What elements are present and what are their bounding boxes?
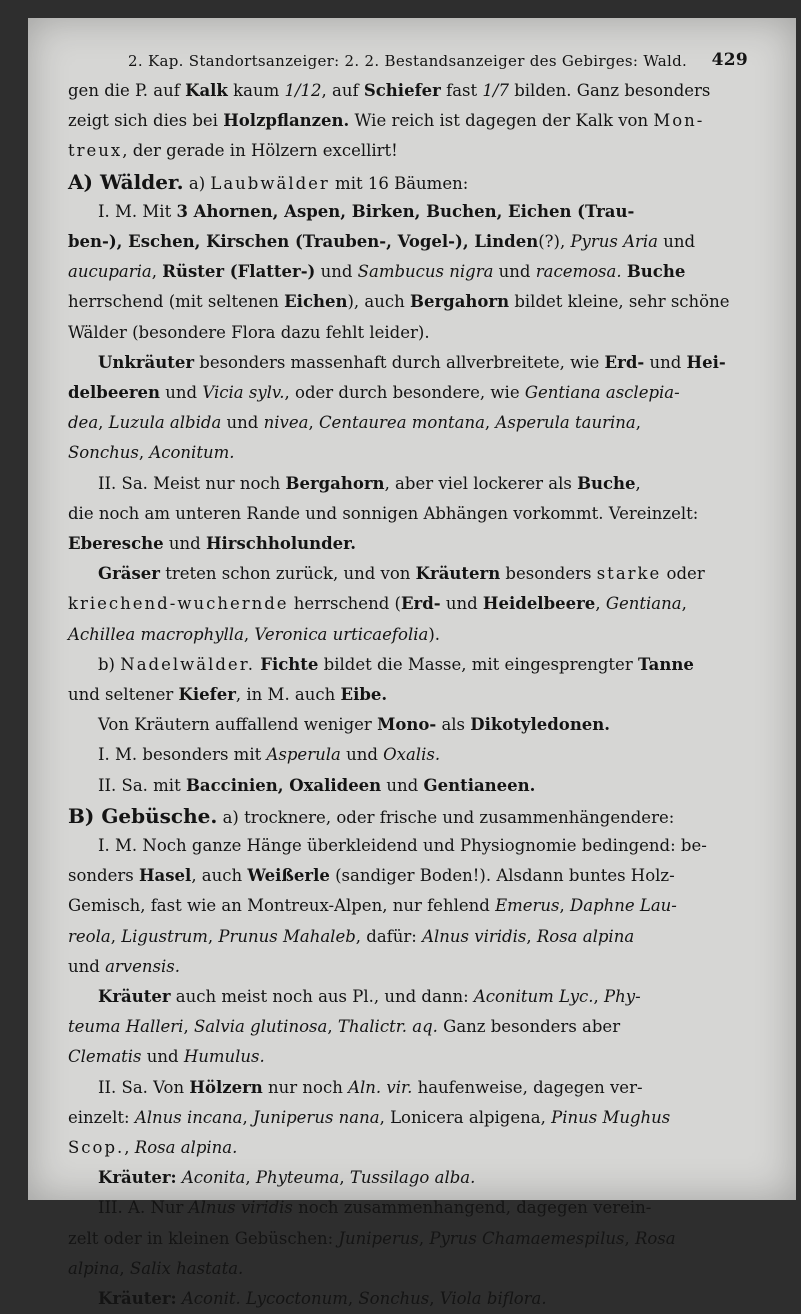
text-run: Hei- (686, 352, 726, 372)
text-run: dea (68, 413, 99, 433)
text-run: Vicia sylv. (202, 383, 285, 402)
text-line (68, 287, 730, 317)
text-run: und (440, 594, 483, 614)
text-line (68, 1133, 716, 1163)
text-line (68, 1103, 716, 1133)
text-run: delbeeren (68, 383, 161, 402)
text-line (68, 1042, 716, 1072)
text-line (68, 408, 716, 438)
text-run: Wälder (besondere Flora dazu fehlt leider). (68, 322, 430, 342)
text-run: II. Sa. mit (98, 775, 186, 795)
text-run: 1/7 (482, 81, 509, 100)
text-line (68, 1224, 716, 1254)
text-run: Pyrus Aria (570, 232, 659, 251)
text-run: Sonchus (358, 1289, 430, 1308)
text-run: Kräuter: (98, 1168, 177, 1188)
text-run: Achillea macrophylla (68, 624, 244, 644)
text-run: herrschend ( (288, 594, 401, 614)
text-run: , (119, 1258, 130, 1278)
text-run: teuma Halleri (68, 1017, 184, 1037)
text-line (68, 559, 716, 589)
text-run: Von Kräutern auffallend weniger (98, 715, 378, 735)
text-run: und (68, 956, 106, 976)
text-run: Fichte (260, 654, 319, 674)
text-run: , Lonicera alpigena, (379, 1107, 552, 1127)
text-run: arvensis. (105, 956, 180, 976)
text-run: und (163, 534, 206, 553)
page-header (128, 48, 748, 74)
text-run: Kalk (185, 81, 228, 100)
text-run: , (183, 1017, 194, 1037)
text-run: und (644, 352, 687, 372)
text-run: Aconitum Lyc. (473, 987, 594, 1006)
text-run: Alnus incana (134, 1107, 243, 1127)
text-run: Laubwälder (210, 173, 330, 193)
text-run: Tussilago alba. (349, 1168, 476, 1188)
text-run: Juniperus (338, 1228, 419, 1248)
text-run: ben-), Eschen, Kirschen (Trauben-, Vogel-), Linden (68, 232, 539, 251)
text-run: reola (68, 926, 111, 946)
text-run: , (429, 1289, 440, 1308)
text-line (68, 680, 716, 710)
text-run: oder (661, 564, 705, 584)
text-run: Buche (577, 473, 636, 493)
text-run: Weißerle (247, 866, 330, 886)
text-run: III. A. Nur (98, 1198, 189, 1218)
text-run: Juniperus nana (252, 1107, 380, 1127)
text-line (68, 378, 716, 408)
text-run: Eibe. (340, 685, 388, 704)
text-line (68, 348, 726, 378)
text-run: Bergahorn (285, 473, 385, 493)
text-run: , (138, 443, 150, 463)
text-line (68, 529, 716, 559)
text-run: Humulus. (183, 1047, 265, 1067)
text-run: , (559, 896, 570, 916)
text-run: I. M. Mit (98, 201, 177, 221)
book-page (28, 18, 796, 1308)
text-run: , oder durch besondere, wie (284, 383, 525, 402)
text-line (68, 227, 716, 257)
text-run: Nadelwälder. (120, 654, 256, 674)
text-run: Salix hastata. (129, 1258, 244, 1278)
text-line (68, 257, 716, 287)
text-run: Wie reich ist dagegen der Kalk von (349, 111, 654, 131)
text-line (68, 499, 716, 529)
text-run: , auch (191, 866, 248, 886)
text-run: Sambucus nigra (357, 262, 494, 282)
text-run: Ganz besonders aber (437, 1017, 621, 1037)
text-run: noch zusammenhangend, dagegen verein- (292, 1198, 652, 1218)
text-run: , (245, 1168, 256, 1188)
text-run: Kräutern (415, 564, 501, 584)
text-line (68, 318, 716, 348)
text-run: Ligustrum (121, 926, 208, 946)
text-run: Viola biflora. (439, 1289, 547, 1308)
text-line (68, 197, 716, 227)
text-run: Pyrus Chamaemespilus (429, 1228, 625, 1248)
text-run: , (124, 1138, 135, 1157)
text-run: Kräuter (98, 987, 171, 1006)
text-run: Dikotyledonen. (470, 715, 611, 735)
text-line (68, 1012, 716, 1042)
text-run: einzelt: (68, 1107, 135, 1127)
text-run: Daphne Lau- (570, 896, 677, 916)
text-line (68, 76, 716, 106)
text-run: Aconita (181, 1168, 246, 1188)
text-run: I. M. besonders mit (98, 745, 267, 765)
text-run: und (381, 775, 424, 795)
text-run: Gemisch, fast wie an Montreux-Alpen, nur fehlend (68, 896, 496, 916)
text-run: Aln. vir. (348, 1077, 413, 1097)
text-line (68, 136, 716, 166)
text-run: haufenweise, dagegen ver- (412, 1077, 643, 1097)
text-run: a) trocknere, oder frische und zusammenhängendere: (217, 807, 675, 827)
text-run: Phyteuma (255, 1168, 340, 1188)
text-run: und (141, 1047, 184, 1067)
text-run: Gentianeen. (423, 775, 536, 795)
text-run: A) Wälder. (68, 169, 184, 194)
text-run: Hirschholunder. (205, 534, 357, 553)
text-run: Erd- (400, 594, 441, 614)
text-run: die noch am unteren Rande und sonnigen Abhängen vorkommt. Vereinzelt: (68, 503, 699, 523)
text-run: , (635, 413, 641, 433)
text-run: und (221, 413, 264, 433)
text-run: B) Gebüsche. (68, 803, 218, 828)
text-run: fast (440, 81, 483, 100)
text-run: Phy- (604, 987, 641, 1006)
text-run: Gentiana (605, 594, 682, 614)
text-run: racemosa. (535, 262, 622, 282)
text-run: , (484, 413, 496, 433)
text-run: , auf (321, 81, 364, 100)
text-run: , (595, 594, 606, 614)
text-line (68, 982, 716, 1012)
text-run: Clematis (68, 1047, 142, 1067)
text-run: , (681, 594, 687, 614)
text-run: , (418, 1228, 430, 1248)
text-line (68, 891, 716, 921)
text-run: kriechend-wuchernde (68, 594, 289, 614)
text-run: und seltener (68, 685, 179, 704)
text-run: , (308, 413, 319, 433)
text-run: Hölzern (189, 1077, 263, 1097)
text-run: Rosa (634, 1228, 676, 1248)
text-run: aucuparia (68, 262, 152, 282)
text-run: als (436, 715, 471, 735)
text-run: Rosa alpina (536, 926, 635, 946)
text-run: zeigt sich dies bei (68, 111, 224, 131)
text-run: , (339, 1168, 350, 1188)
text-run: Veronica urticaefolia (254, 624, 429, 644)
text-run: alpina (68, 1258, 120, 1278)
text-run: , (635, 473, 641, 493)
text-run: und (340, 745, 384, 765)
text-line (68, 1073, 716, 1103)
text-line (68, 469, 716, 499)
text-run: Unkräuter (98, 352, 195, 372)
text-run: Tanne (637, 654, 694, 674)
text-run: , (98, 413, 109, 433)
text-run: besonders (500, 564, 597, 584)
text-line (68, 861, 716, 891)
text-run: mit 16 Bäumen: (329, 173, 469, 193)
text-run: Centaurea montana (318, 413, 485, 433)
text-run: und (160, 383, 203, 402)
text-line (68, 710, 716, 740)
text-run: Salvia glutinosa (193, 1017, 328, 1037)
text-line (68, 438, 716, 468)
text-run: Thalictr. aq. (337, 1017, 438, 1037)
text-line (68, 650, 716, 680)
text-line (68, 106, 716, 136)
text-run: Rosa alpina. (134, 1138, 238, 1157)
text-run: , (624, 1228, 635, 1248)
text-run: Asperula (266, 745, 341, 765)
text-run: Heidelbeere (482, 594, 596, 614)
text-run: Eichen (284, 292, 348, 312)
text-line (68, 771, 716, 801)
text-run: bilden. Ganz besonders (508, 81, 711, 100)
text-run: Alnus viridis (422, 926, 527, 946)
text-run: Hasel (138, 866, 192, 886)
text-run: Prunus Mahaleb (218, 926, 356, 946)
text-run: kaum (227, 81, 285, 100)
text-run: , (347, 1289, 359, 1308)
text-run: a) (183, 173, 211, 193)
text-run: und (493, 262, 536, 282)
text-run: Oxalis. (383, 745, 441, 765)
text-run: Sonchus (68, 443, 139, 463)
text-line (68, 1193, 716, 1223)
text-run: sonders (68, 866, 139, 886)
text-run: , (207, 926, 219, 946)
text-run: , (110, 926, 122, 946)
text-run: (?), (538, 232, 571, 251)
text-run: Aconitum. (149, 443, 235, 463)
text-run: und (658, 232, 696, 251)
text-line (68, 831, 716, 861)
text-run: , (151, 262, 163, 282)
text-run: Asperula taurina (495, 413, 636, 433)
text-line (68, 952, 716, 982)
text-run: herrschend (mit seltenen (68, 292, 285, 312)
page-number: 429 (711, 50, 748, 70)
text-run: Buche (626, 262, 686, 282)
text-run: nivea (263, 413, 309, 433)
text-run: Pinus Mughus (551, 1107, 671, 1127)
text-run: ). (428, 624, 441, 644)
text-run: 3 Ahornen, Aspen, Birken, Buchen, Eichen (Trau- (176, 201, 635, 221)
text-run: Bergahorn (410, 292, 510, 312)
text-run: b) (98, 654, 121, 674)
text-run: 1/12 (284, 81, 322, 100)
text-run: Kräuter: (98, 1289, 177, 1308)
text-run: , der gerade in Hölzern excellirt! (122, 141, 398, 161)
text-run: starke (596, 564, 662, 584)
text-run: Rüster (Flatter-) (162, 262, 316, 282)
text-run: zelt oder in kleinen Gebüschen: (68, 1228, 339, 1248)
text-line (68, 167, 716, 197)
text-run: auch meist noch aus Pl., und dann: (170, 987, 474, 1006)
text-line (68, 1284, 716, 1314)
text-run: Luzula albida (108, 413, 222, 433)
text-run: II. Sa. Von (98, 1077, 190, 1097)
text-run: I. M. Noch ganze Hänge überkleidend und Physiognomie bedingend: be- (98, 836, 707, 855)
text-line (68, 1254, 716, 1284)
text-run: Mono- (377, 715, 437, 735)
text-run: ), auch (347, 292, 411, 312)
text-run: , dafür: (355, 926, 423, 946)
text-run: Alnus viridis (188, 1198, 293, 1218)
text-line (68, 589, 716, 619)
text-run: , aber viel lockerer als (384, 473, 578, 493)
text-run: , in M. auch (235, 685, 341, 704)
text-run: , (327, 1017, 338, 1037)
text-run: Holzpflanzen. (223, 111, 350, 131)
text-line (68, 801, 716, 831)
text-run: gen die P. auf (68, 81, 186, 100)
text-run: treten schon zurück, und von (159, 564, 416, 584)
text-run: nur noch (262, 1077, 349, 1097)
text-run: , (593, 987, 605, 1006)
text-run: treux (68, 141, 123, 161)
text-run: II. Sa. Meist nur noch (98, 473, 286, 493)
text-run: Schiefer (363, 81, 441, 100)
text-run: , (243, 624, 255, 644)
text-run: Gentiana asclepia- (524, 383, 680, 402)
running-title: 2. Kap. Standortsanzeiger: 2. 2. Bestandsanzeiger des Gebirges: Wald. (128, 52, 688, 70)
text-run: und (315, 262, 358, 282)
text-run: besonders massenhaft durch allverbreitete, wie (194, 352, 605, 372)
text-line (68, 740, 716, 770)
text-line (68, 1163, 716, 1193)
text-run: Gräser (98, 564, 160, 584)
text-run: Scop. (68, 1138, 125, 1157)
text-run: Eberesche (68, 534, 164, 553)
text-run: , (526, 926, 537, 946)
text-line (68, 922, 716, 952)
text-run: Mon- (653, 111, 705, 131)
text-run: Emerus (495, 896, 560, 916)
text-line (68, 620, 716, 650)
text-run: Baccinien, Oxalideen (185, 775, 382, 795)
text-run: Aconit. Lycoctonum (181, 1289, 348, 1308)
text-run: (sandiger Boden!). Alsdann buntes Holz- (329, 866, 675, 886)
text-run: bildet die Masse, mit eingesprengter (318, 654, 638, 674)
text-run: bildet kleine, sehr schöne (509, 292, 730, 312)
text-run: , (242, 1107, 253, 1127)
text-run: Kiefer (178, 685, 236, 704)
text-run: Erd- (604, 352, 645, 372)
